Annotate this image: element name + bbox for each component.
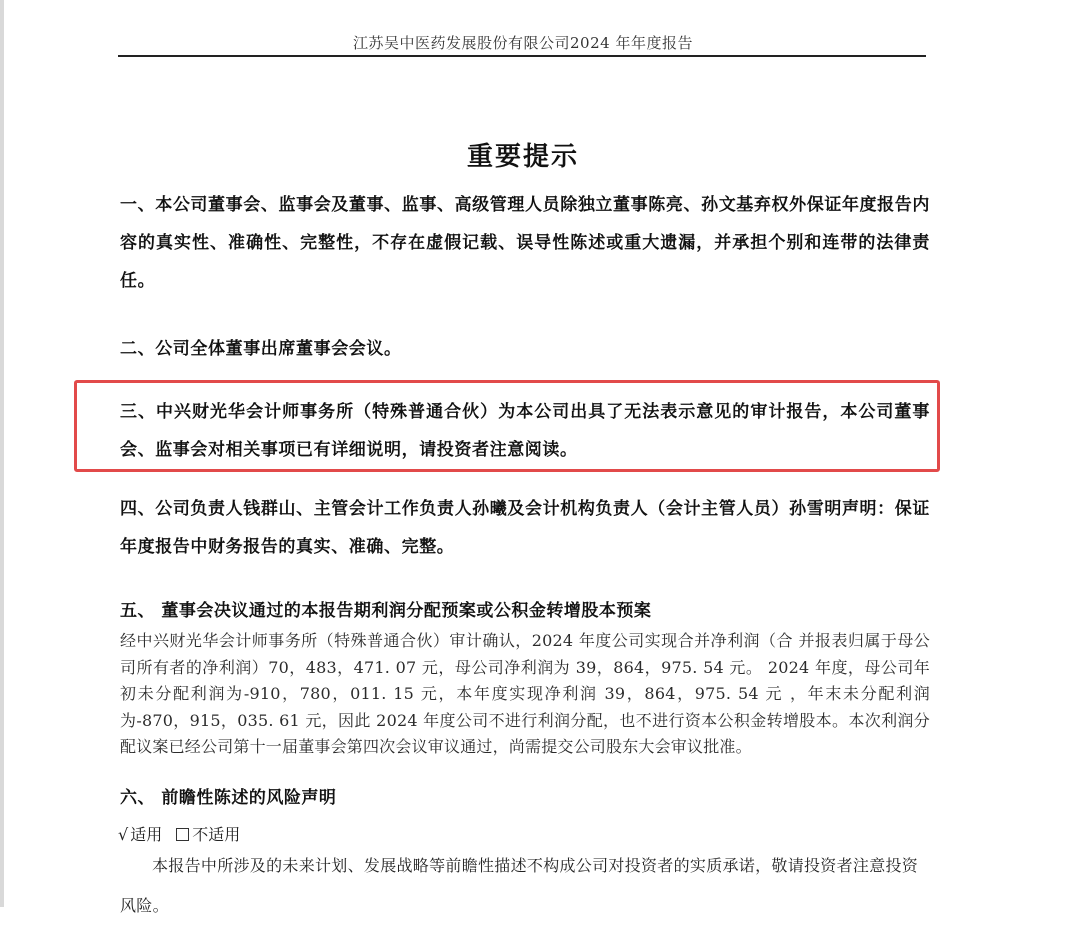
page-edge [0, 0, 4, 907]
running-header: 江苏吴中医药发展股份有限公司2024 年年度报告 [353, 34, 693, 52]
notice-item-3: 三、中兴财光华会计师事务所（特殊普通合伙）为本公司出具了无法表示意见的审计报告，本公司董事会、监事会对相关事项已有详细说明，请投资者注意阅读。 [120, 402, 930, 460]
check-mark-icon: √ [118, 825, 129, 844]
page-title: 重要提示 [466, 142, 579, 172]
not-applicable-label: 不适用 [192, 825, 241, 844]
header-rule [118, 55, 926, 57]
empty-checkbox-icon [176, 828, 189, 841]
applicable-label: 适用 [130, 825, 163, 844]
section-6-heading: 六、 前瞻性陈述的风险声明 [120, 788, 337, 808]
section-5-body: 经中兴财光华会计师事务所（特殊普通合伙）审计确认，2024 年度公司实现合并净利润（合 并报表归属于母公司所有者的净利润）70，483，471. 07 元，母公司净利润为 39，864，975. 54 元。 2024 年度，母公司年初未分配利润为-910，780，011. 15 元，本年度实现净利润 39，864，975. 54 元 ，年末未分配利润为-870，915，035. 61 元，因此 2024 年度公司不进行利润分配，也不进行资本公积金转增股本。本次利润分配议案已经公司第十一届董事会第四次会议审议通过，尚需提交公司股东大会审议批准。 [120, 631, 930, 756]
section-5-heading: 五、 董事会决议通过的本报告期利润分配预案或公积金转增股本预案 [120, 601, 652, 621]
notice-item-1: 一、本公司董事会、监事会及董事、监事、高级管理人员除独立董事陈亮、孙文基弃权外保证年度报告内容的真实性、准确性、完整性，不存在虚假记载、误导性陈述或重大遗漏，并承担个别和连带的法律责任。 [120, 195, 930, 291]
section-6-body: 本报告中所涉及的未来计划、发展战略等前瞻性描述不构成公司对投资者的实质承诺，敬请投资者注意投资风险。 [120, 856, 919, 915]
notice-item-4: 四、公司负责人钱群山、主管会计工作负责人孙曦及会计机构负责人（会计主管人员）孙雪明声明：保证年度报告中财务报告的真实、准确、完整。 [120, 499, 930, 557]
notice-item-2: 二、公司全体董事出席董事会会议。 [120, 339, 402, 359]
applicability-options [118, 822, 240, 845]
